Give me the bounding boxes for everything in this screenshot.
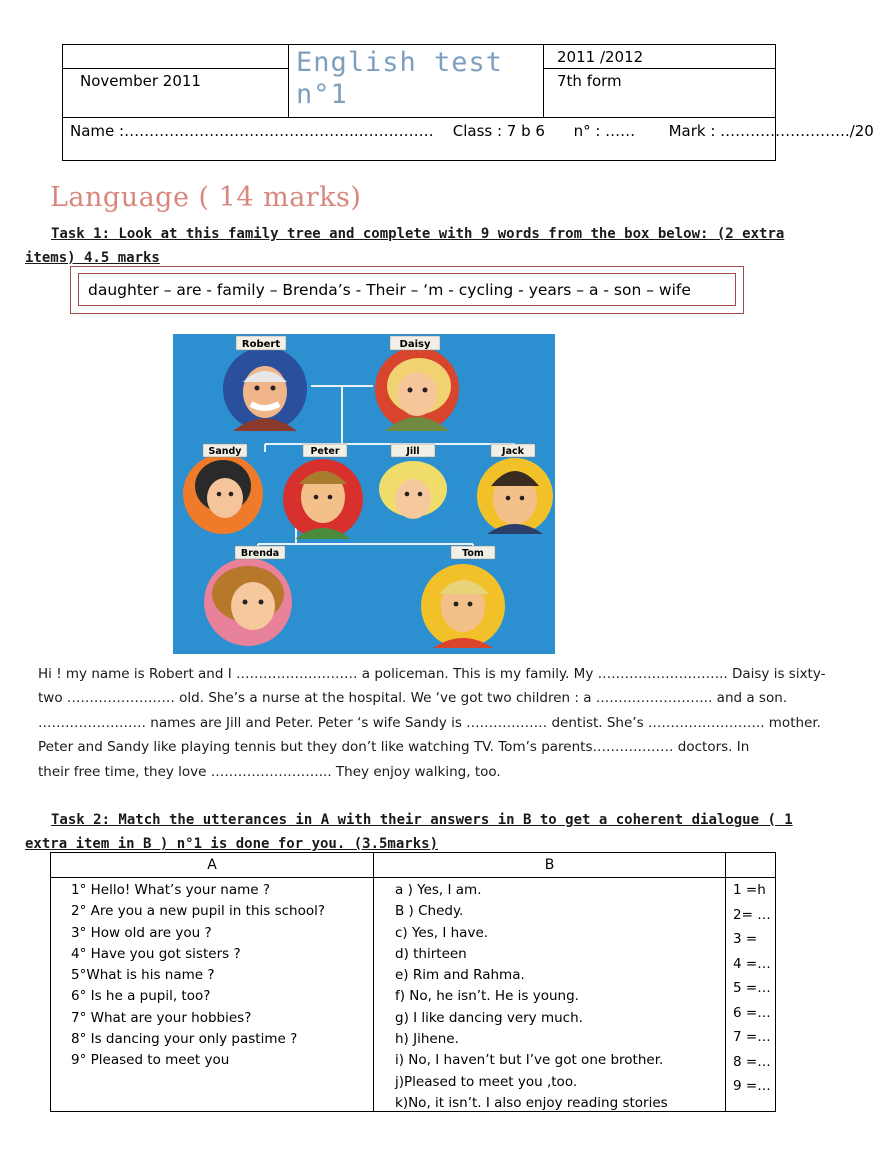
brenda-portrait xyxy=(204,546,292,646)
sandy-name: Sandy xyxy=(208,446,242,457)
utterance-item: 7° What are your hobbies? xyxy=(71,1009,252,1026)
answer-item: i) No, I haven’t but I’ve got one brother. xyxy=(395,1052,664,1069)
peter-portrait xyxy=(283,444,363,539)
match-answer-field[interactable]: 1 =h xyxy=(733,882,766,898)
utterance-item: 1° Hello! What’s your name ? xyxy=(71,882,271,898)
answer-item: f) No, he isn’t. He is young. xyxy=(395,988,579,1005)
daisy-name: Daisy xyxy=(399,339,431,350)
robert-name: Robert xyxy=(241,339,281,350)
utterance-item: 2° Are you a new pupil in this school? xyxy=(71,903,326,920)
utterance-item: 9° Pleased to meet you xyxy=(71,1052,230,1069)
answers-column xyxy=(733,880,771,1101)
table-divider xyxy=(51,877,775,878)
match-answer-field[interactable]: 7 =… xyxy=(733,1029,771,1045)
test-title: English test n°1 xyxy=(296,47,504,110)
answer-item: j)Pleased to meet you ,too. xyxy=(395,1073,578,1090)
paragraph-line[interactable]: …………………… names are Jill and Peter. Peter ‘s wife Sandy is ……………… dentist. She’s …………………….. mother. xyxy=(38,714,821,731)
word-box: daughter – are - family – Brenda’s - Their – ‘m - cycling - years – a - son – wife xyxy=(88,281,691,299)
answer-item: e) Rim and Rahma. xyxy=(395,967,525,984)
match-answer-field[interactable]: 8 =… xyxy=(733,1053,771,1070)
task1-instruction: Task 1: Look at this family tree and complete with 9 words from the box below: (2 extra items) 4.5 marks xyxy=(25,226,785,266)
utterance-item: 8° Is dancing your only pastime ? xyxy=(71,1031,298,1048)
table-divider xyxy=(725,853,726,1111)
header-divider xyxy=(63,117,776,118)
answer-item: k)No, it isn’t. I also enjoy reading stories xyxy=(395,1094,668,1111)
utterance-item: 3° How old are you ? xyxy=(71,924,212,941)
match-answer-field[interactable]: 2= … xyxy=(733,906,771,923)
utterance-item: 6° Is he a pupil, too? xyxy=(71,988,211,1005)
paragraph-line[interactable]: two …………………… old. She’s a nurse at the hospital. We ‘ve got two children : a …………………….. and a son. xyxy=(38,690,788,707)
paragraph-line[interactable]: Peter and Sandy like playing tennis but they don’t like watching TV. Tom’s parents……………… doctors. In xyxy=(38,739,750,756)
answer-item: g) I like dancing very much. xyxy=(395,1009,583,1026)
header-table xyxy=(62,44,874,161)
match-answer-field[interactable]: 5 =… xyxy=(733,980,771,996)
column-a-header: A xyxy=(207,857,217,873)
daisy-portrait xyxy=(375,336,459,431)
answer-item: h) Jihene. xyxy=(395,1031,459,1048)
school-year: 2011 /2012 xyxy=(557,48,644,66)
mark-field[interactable]: Mark : ……………………../20 xyxy=(668,122,874,140)
class-field: Class : 7 b 6 xyxy=(452,122,545,140)
section-title: Language ( 14 marks) xyxy=(50,182,362,213)
table-divider xyxy=(373,853,374,1111)
tom-portrait xyxy=(421,546,505,648)
answer-item: a ) Yes, I am. xyxy=(395,882,482,898)
jill-name: Jill xyxy=(406,446,420,457)
answer-item: B ) Chedy. xyxy=(395,903,464,920)
header-divider xyxy=(288,45,289,117)
header-divider xyxy=(543,68,776,69)
number-field[interactable]: n° : …… xyxy=(573,122,636,140)
answer-item: d) thirteen xyxy=(395,945,467,962)
match-answer-field[interactable]: 3 = xyxy=(733,931,758,947)
match-answer-field[interactable]: 9 =… xyxy=(733,1078,771,1094)
robert-portrait xyxy=(223,336,307,431)
column-a-list xyxy=(71,880,325,1072)
sandy-portrait xyxy=(183,444,263,534)
family-tree-illustration xyxy=(173,334,555,654)
column-b-header: B xyxy=(544,857,555,873)
paragraph-line[interactable]: Hi ! my name is Robert and I ……………………… a policeman. This is my family. My ……………………….. Daisy is sixty- xyxy=(38,666,826,682)
fill-in-paragraph xyxy=(38,662,826,784)
tom-name: Tom xyxy=(462,548,484,559)
utterance-item: 4° Have you got sisters ? xyxy=(71,945,241,962)
column-b-list xyxy=(395,880,668,1114)
peter-name: Peter xyxy=(310,446,340,457)
utterance-item: 5°What is his name ? xyxy=(71,967,215,984)
task2-instruction: Task 2: Match the utterances in A with their answers in B to get a coherent dialogue ( 1 extra item in B ) n°1 is done for you. (3.5marks) xyxy=(25,812,793,852)
answer-item: c) Yes, I have. xyxy=(395,924,489,941)
header-divider xyxy=(63,68,288,69)
paragraph-line[interactable]: their free time, they love ……………………... They enjoy walking, too. xyxy=(38,763,501,780)
jack-name: Jack xyxy=(502,446,524,457)
header-divider xyxy=(543,45,544,117)
jack-portrait xyxy=(477,444,553,534)
name-field[interactable]: Name :………………………………………..…………… xyxy=(70,122,434,140)
brenda-name: Brenda xyxy=(240,548,280,559)
family-tree-picture xyxy=(173,334,555,654)
match-answer-field[interactable]: 6 =… xyxy=(733,1004,771,1021)
matching-table xyxy=(50,852,776,1112)
test-date: November 2011 xyxy=(80,72,201,90)
form-level: 7th form xyxy=(557,72,622,90)
match-answer-field[interactable]: 4 =… xyxy=(733,955,771,972)
jill-portrait xyxy=(375,444,451,532)
student-info-row xyxy=(70,122,874,140)
